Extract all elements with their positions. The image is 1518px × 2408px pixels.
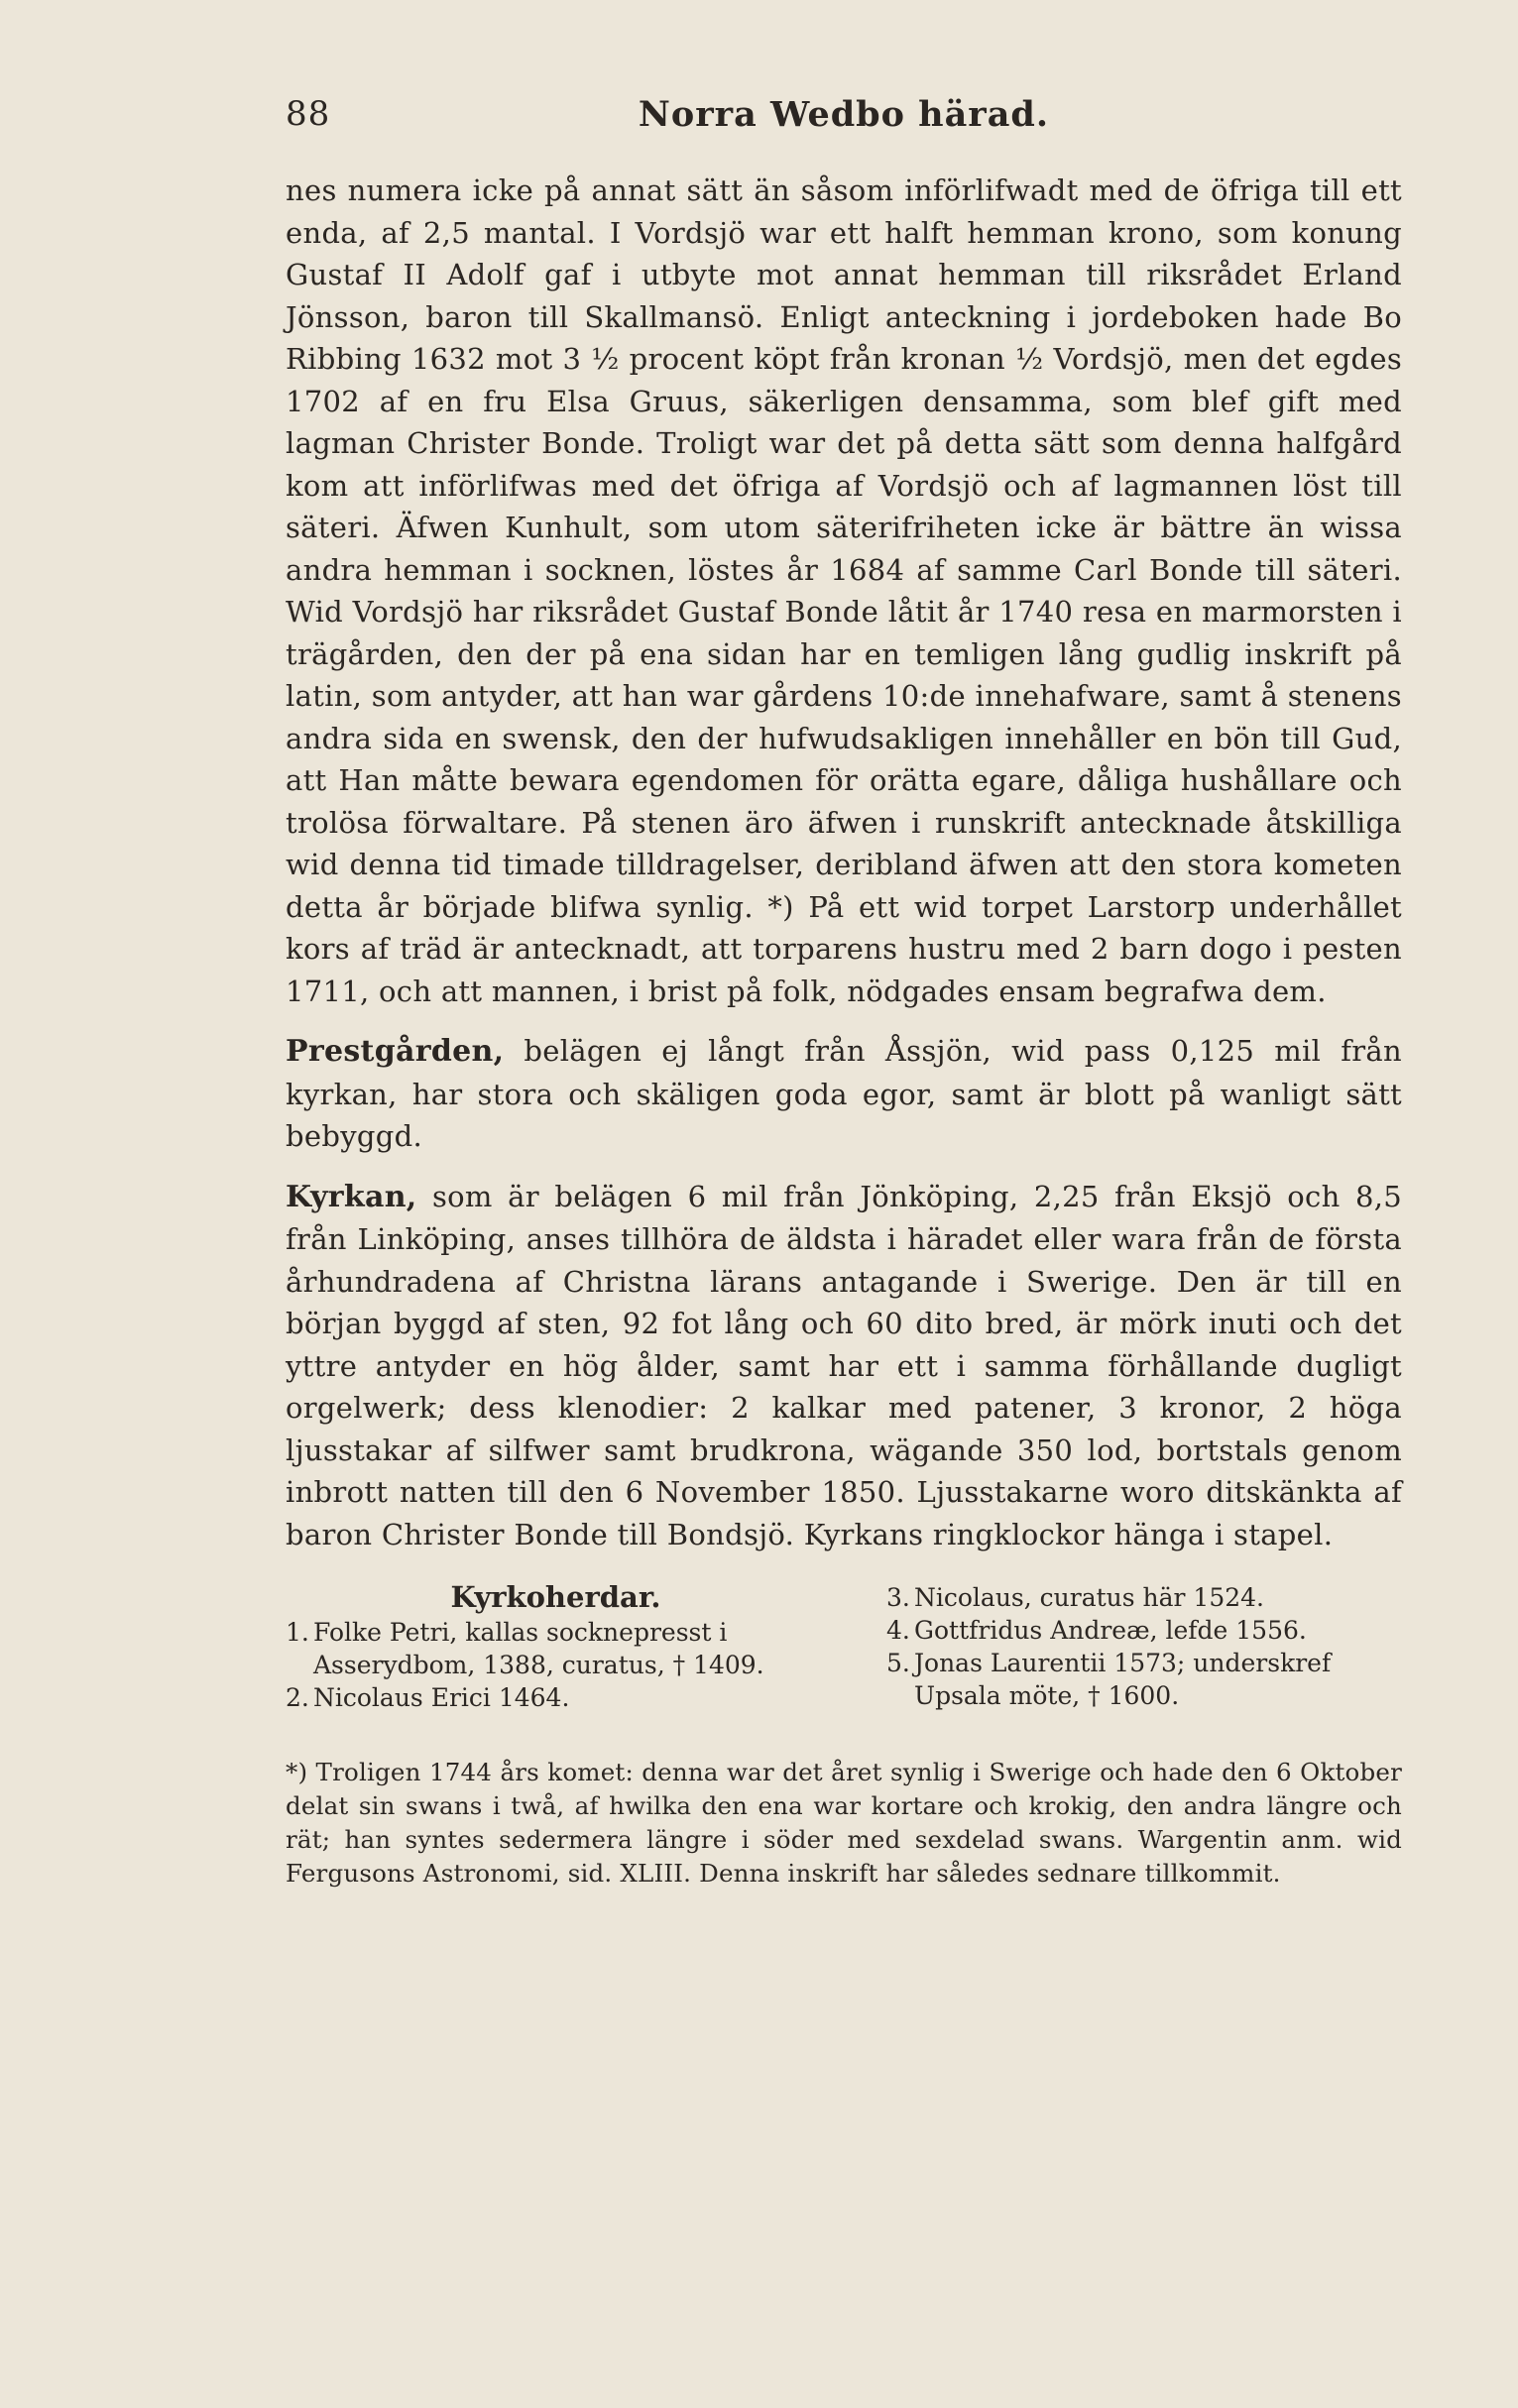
body-paragraph-kyrkan [286, 1176, 1402, 1556]
book-page [286, 94, 1402, 2315]
page-number: 88 [286, 94, 331, 134]
page-header [286, 94, 1402, 154]
footnote: *) Troligen 1744 års komet: denna war det året synlig i Swerige och hade den 6 Oktober delat sin swans i twå, af hwilka den ena war kortare och krokig, den andra längre och rät; han syntes sedermera längre i söder med sexdelad swans. Wargentin anm. wid Fergusons Astronomi, sid. XLIII. Denna inskrift har således sednare tillkommit. [286, 1758, 1402, 1888]
paragraph-text-prestgarden: belägen ej långt från Åssjön, wid pass 0,125 mil från kyrkan, har stora och skäligen goda egor, samt är blott på wanligt sätt bebyggd. [286, 1034, 1402, 1153]
register-item-number: 4. [886, 1616, 910, 1645]
register-item [286, 1681, 826, 1714]
register-item-number: 5. [886, 1649, 910, 1677]
paragraph-text-kyrkan: som är belägen 6 mil från Jönköping, 2,25 från Eksjö och 8,5 från Linköping, anses tillhöra de äldsta i häradet eller wara från de första århundradena af Christna lärans antagande i Swerige. Den är till en början byggd af sten, 92 fot lång och 60 dito bred, är mörk inuti och det yttre antyder en hög ålder, samt har ett i samma förhållande dugligt orgelwerk; dess klenodier: 2 kalkar med patener, 3 kronor, 2 höga ljusstakar af silfwer samt brudkrona, wägande 350 lod, bortstals genom inbrott natten till den 6 November 1850. Ljusstakarne woro ditskänkta af baron Christer Bonde till Bondsjö. Kyrkans ringklockor hänga i stapel. [286, 1179, 1402, 1551]
register-item-text: Jonas Laurentii 1573; underskref Upsala möte, † 1600. [914, 1649, 1332, 1710]
register-column-left [286, 1581, 826, 1714]
register-item-text: Nicolaus, curatus här 1524. [914, 1583, 1265, 1612]
register-item-text: Nicolaus Erici 1464. [313, 1683, 570, 1712]
body-paragraph-vordsjo: nes numera icke på annat sätt än såsom införlifwadt med de öfriga till ett enda, af 2,5 mantal. I Vordsjö war ett halft hemman krono, som konung Gustaf II Adolf gaf i utbyte mot annat hemman till riksrådet Erland Jönsson, baron till Skallmansö. Enligt anteckning i jordeboken hade Bo Ribbing 1632 mot 3 ½ procent köpt från kronan ½ Vordsjö, men det egdes 1702 af en fru Elsa Gruus, säkerligen densamma, som blef gift med lagman Christer Bonde. Troligt war det på detta sätt som denna halfgård kom att införlifwas med det öfriga af Vordsjö och af lagmannen löst till säteri. Äfwen Kunhult, som utom säterifriheten icke är bättre än wissa andra hemman i socknen, löstes år 1684 af samme Carl Bonde till säteri. Wid Vordsjö har riksrådet Gustaf Bonde låtit år 1740 resa en marmorsten i trägården, den der på ena sidan har en temligen lång gudlig inskrift på latin, som antyder, att han war gårdens 10:de innehafware, samt å stenens andra sida en swensk, den der hufwudsakligen innehåller en bön till Gud, att Han måtte bewara egendomen för orätta egare, dåliga hushållare och trolösa förwaltare. På stenen äro äfwen i runskrift antecknade åtskilliga wid denna tid timade tilldragelser, deribland äfwen att den stora kometen detta år började blifwa synlig. *) På ett wid torpet Larstorp underhållet kors af träd är antecknadt, att torparens hustru med 2 barn dogo i pesten 1711, och att mannen, i brist på folk, nödgades ensam begrafwa dem. [286, 173, 1402, 1008]
register-item-number: 3. [886, 1583, 910, 1612]
register-item [886, 1614, 1402, 1647]
register-item [886, 1647, 1402, 1712]
register-item-number: 2. [286, 1683, 309, 1712]
register-item-number: 1. [286, 1618, 309, 1647]
paragraph-lead-prestgarden: Prestgården, [286, 1034, 505, 1069]
body-paragraph-prestgarden [286, 1030, 1402, 1158]
running-head: Norra Wedbo härad. [638, 94, 1050, 135]
register-item-text: Folke Petri, kallas socknepresst i Asserydbom, 1388, curatus, † 1409. [313, 1618, 764, 1679]
register-column-right [886, 1581, 1402, 1714]
register-item [886, 1581, 1402, 1614]
register-title: Kyrkoherdar. [450, 1580, 661, 1614]
register-item [286, 1616, 826, 1681]
paragraph-lead-kyrkan: Kyrkan, [286, 1179, 417, 1214]
kyrkoherdar-register [286, 1581, 1402, 1714]
register-item-text: Gottfridus Andreæ, lefde 1556. [914, 1616, 1307, 1645]
